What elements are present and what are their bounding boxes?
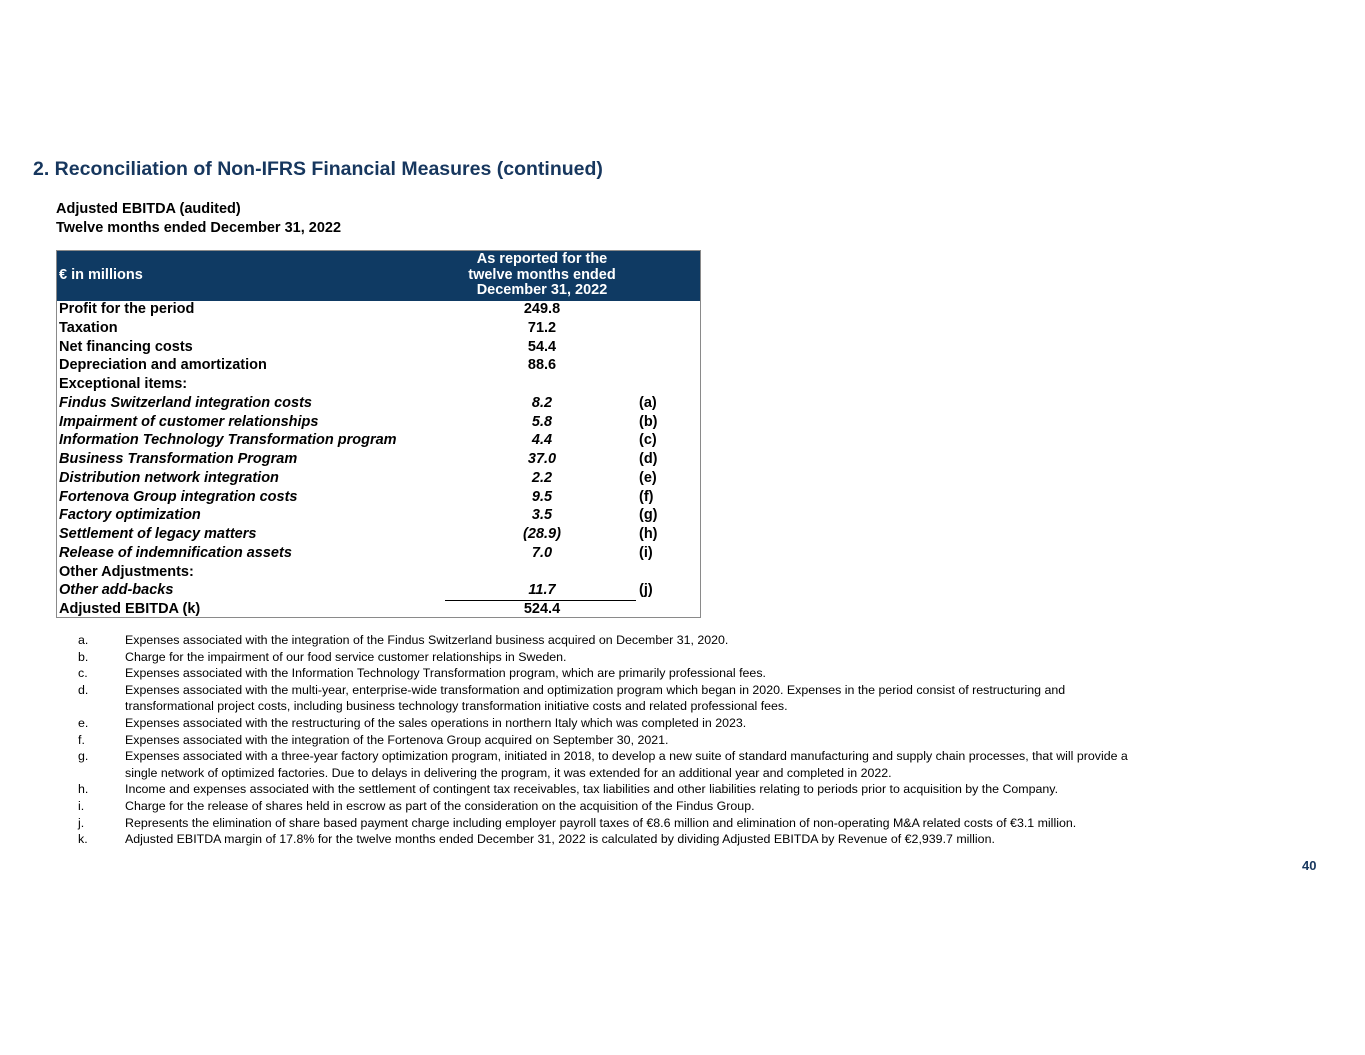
footnote-text: Income and expenses associated with the settlement of contingent tax receivables, tax liabilities and other liabilities relating to periods prior to acquisition by the Company. [125,782,1059,797]
row-value: 8.2 [531,394,553,411]
row-label: Exceptional items: [59,376,188,392]
row-value: (28.9) [523,526,561,542]
footnote-letter: d. [78,682,89,697]
footnote-text: Expenses associated with the Information Technology Transformation program, which are primarily professional fees. [125,666,766,681]
footnote [56,682,1146,715]
footnote [56,732,1146,749]
table-row [57,545,700,564]
row-label: Factory optimization [59,507,201,524]
table-row [57,470,700,489]
row-value: 71.2 [527,319,557,336]
row-note-ref: (g) [639,507,658,524]
footnote [56,781,1146,798]
row-note-ref: (b) [639,413,658,430]
table-row [57,357,700,376]
table-row [57,601,700,620]
row-value: 9.5 [531,488,553,505]
table-header [57,251,700,301]
table-row [57,582,700,601]
table-row [57,301,700,320]
footnote-text: Represents the elimination of share based payment charge including employer payroll taxes of €8.6 million and elimination of non-operating M&A related costs of €3.1 million. [125,815,1077,830]
header-column-label [442,252,642,299]
page-number: 40 [1302,858,1317,873]
footnote [56,632,1146,649]
row-label: Other Adjustments: [59,563,194,580]
row-value: 5.8 [531,413,553,430]
footnote-text: Adjusted EBITDA margin of 17.8% for the twelve months ended December 31, 2022 is calculated by dividing Adjusted EBITDA by Revenue of €2,939.7 million. [125,832,995,847]
footnote-letter: i. [78,798,85,813]
table-period: Twelve months ended December 31, 2022 [56,220,342,236]
footnote-text: Expenses associated with the integration of the Findus Switzerland business acquired on December 31, 2020. [125,633,729,647]
row-value: 524.4 [523,601,561,617]
footnotes [56,632,1146,848]
row-label: Impairment of customer relationships [59,413,319,430]
footnote-text: Charge for the release of shares held in escrow as part of the consideration on the acquisition of the Findus Group. [125,798,755,813]
row-label: Fortenova Group integration costs [59,488,298,505]
header-currency-label: € in millions [59,267,143,283]
row-label: Release of indemnification assets [59,544,292,561]
footnote-letter: e. [78,715,89,730]
row-note-ref: (a) [639,394,657,411]
row-value: 249.8 [523,301,561,317]
row-note-ref: (i) [639,544,653,561]
row-value: 37.0 [527,451,557,467]
footnote [56,748,1146,781]
row-value: 7.0 [531,544,553,561]
table-row [57,564,700,583]
footnote [56,815,1146,832]
row-value: 3.5 [531,507,553,524]
footnote [56,665,1146,682]
subtotal-rule [445,600,636,601]
row-note-ref: (j) [639,582,653,599]
table-row [57,451,700,470]
footnote-letter: h. [78,782,89,797]
row-note-ref: (h) [639,526,658,542]
footnote-letter: g. [78,749,89,764]
row-label: Depreciation and amortization [59,357,267,374]
row-note-ref: (e) [639,469,657,486]
table-row [57,489,700,508]
table-row [57,320,700,339]
table-row [57,432,700,451]
footnote [56,831,1146,848]
row-label: Taxation [59,319,118,336]
row-label: Net financing costs [59,338,193,355]
row-label: Profit for the period [59,301,195,317]
footnote [56,715,1146,732]
page-title: 2. Reconciliation of Non-IFRS Financial Measures (continued) [33,158,603,180]
row-value: 54.4 [527,338,557,355]
table-row [57,395,700,414]
header-line: As reported for the [476,251,608,267]
row-note-ref: (d) [639,451,658,467]
row-value: 2.2 [531,469,553,486]
table-row [57,376,700,395]
table-row [57,507,700,526]
table-subtitle: Adjusted EBITDA (audited) [56,201,241,217]
footnote [56,798,1146,815]
row-value: 11.7 [528,582,556,599]
footnote [56,649,1146,666]
footnote-letter: j. [78,815,85,830]
row-label: Findus Switzerland integration costs [59,394,312,411]
footnote-letter: c. [78,666,88,681]
row-label: Distribution network integration [59,469,279,486]
footnote-letter: a. [78,633,89,647]
footnote-text: Expenses associated with the multi-year, enterprise-wide transformation and optimization program which began in 2020. Expenses in the period consist of restructuring and transformational project costs, including business technology transformation initiative costs and related professional fees. [125,682,1066,714]
header-line: twelve months ended [468,266,616,283]
ebitda-table [56,250,701,618]
table-row [57,414,700,433]
footnote-letter: b. [78,649,89,664]
row-label: Other add-backs [59,582,174,599]
header-line: December 31, 2022 [476,282,608,298]
footnote-letter: k. [78,832,88,847]
footnote-text: Expenses associated with the restructuring of the sales operations in northern Italy which was completed in 2023. [125,715,747,730]
footnote-letter: f. [78,732,85,747]
footnote-text: Expenses associated with a three-year factory optimization program, initiated in 2018, to develop a new suite of standard manufacturing and supply chain processes, that will provide a single network of optimized factories. Due to delays in delivering the program, it was extended for an additional year and completed in 2022. [125,749,1128,780]
row-label: Business Transformation Program [59,451,298,467]
row-value: 88.6 [527,357,557,374]
row-value: 4.4 [531,432,553,449]
row-label: Information Technology Transformation program [59,432,397,449]
footnote-text: Expenses associated with the integration of the Fortenova Group acquired on September 30, 2021. [125,732,669,747]
row-note-ref: (f) [639,488,654,505]
row-label: Adjusted EBITDA (k) [59,601,201,617]
table-row [57,526,700,545]
row-label: Settlement of legacy matters [59,526,257,542]
row-note-ref: (c) [639,432,657,449]
footnote-text: Charge for the impairment of our food service customer relationships in Sweden. [125,649,567,664]
table-row [57,339,700,358]
